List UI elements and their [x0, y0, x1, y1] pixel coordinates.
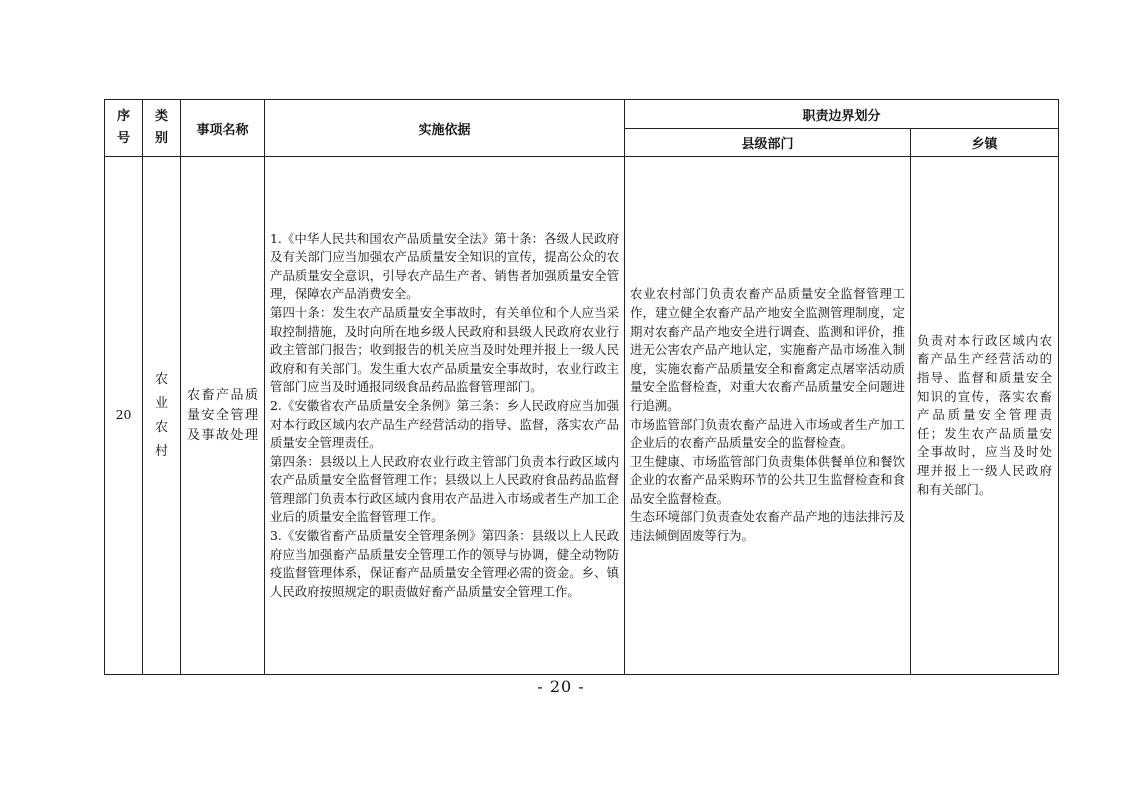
- seq-cell: 20: [105, 157, 143, 675]
- category-cell: 农业农村: [143, 157, 181, 675]
- basis-cell: [265, 157, 625, 675]
- basis-header: 实施依据: [265, 100, 625, 157]
- basis-paragraph: 第四条：县级以上人民政府农业行政主管部门负责本行政区域内农产品质量安全监督管理工作；县级以上人民政府食品药品监督管理部门负责本行政区域内食用农产品进入市场或者生产加工企业后的质量安全监督管理工作。: [270, 453, 619, 525]
- category-header: 类别: [143, 100, 181, 157]
- township-header: 乡镇: [911, 129, 1059, 157]
- county-paragraph: 卫生健康、市场监管部门负责集体供餐单位和餐饮企业的农畜产品采购环节的公共卫生监督检查和食品安全监督检查。: [630, 453, 905, 506]
- county-paragraph: 市场监管部门负责农畜产品进入市场或者生产加工企业后的农畜产品质量安全的监督检查。: [630, 416, 905, 451]
- basis-paragraph: 2.《安徽省农产品质量安全条例》第三条：乡人民政府应当加强对本行政区域内农产品生产经营活动的指导、监督，落实农产品质量安全管理责任。: [270, 397, 619, 451]
- page-number: - 20 -: [537, 677, 585, 696]
- township-cell: 负责对本行政区域内农畜产品生产经营活动的指导、监督和质量安全知识的宣传，落实农畜产品质量安全管理责任；发生农产品质量安全事故时，应当及时处理并报上一级人民政府和有关部门。: [911, 157, 1059, 675]
- item-name-cell: 农畜产品质量安全管理及事故处理: [181, 157, 265, 675]
- seq-header: 序号: [105, 100, 143, 157]
- county-header: 县级部门: [625, 129, 911, 157]
- table-row: [105, 157, 1059, 675]
- division-header: 职责边界划分: [625, 100, 1059, 129]
- basis-paragraph: 1.《中华人民共和国农产品质量安全法》第十条：各级人民政府及有关部门应当加强农产品质量安全知识的宣传，提高公众的农产品质量安全意识，引导农产品生产者、销售者加强质量安全管理，保障农产品消费安全。: [270, 230, 619, 302]
- county-paragraph: 农业农村部门负责农畜产品质量安全监督管理工作，建立健全农畜产品产地安全监测管理制度，定期对农畜产品产地安全进行调查、监测和评价，推进无公害农产品产地认定，实施畜产品市场准入制度，实施农畜产品质量安全和畜禽定点屠宰活动质量安全监督检查，对重大农畜产品质量安全问题进行追溯。: [630, 286, 905, 413]
- basis-paragraph: 第四十条：发生农产品质量安全事故时，有关单位和个人应当采取控制措施，及时向所在地乡级人民政府和县级人民政府农业行政主管部门报告；收到报告的机关应当及时处理并报上一级人民政府和有关部门。发生重大农产品质量安全事故时，农业行政主管部门应当及时通报同级食品药品监督管理部门。: [270, 304, 619, 395]
- item-name-header: 事项名称: [181, 100, 265, 157]
- responsibility-table: [104, 99, 1059, 675]
- basis-paragraph: 3.《安徽省畜产品质量安全管理条例》第四条：县级以上人民政府应当加强畜产品质量安全管理工作的领导与协调，健全动物防疫监督管理体系，保证畜产品质量安全管理必需的资金。乡、镇人民政府按照规定的职责做好畜产品质量安全管理工作。: [270, 528, 619, 599]
- county-cell: [625, 157, 911, 675]
- county-paragraph: 生态环境部门负责查处农畜产品产地的违法排污及违法倾倒固废等行为。: [630, 509, 905, 544]
